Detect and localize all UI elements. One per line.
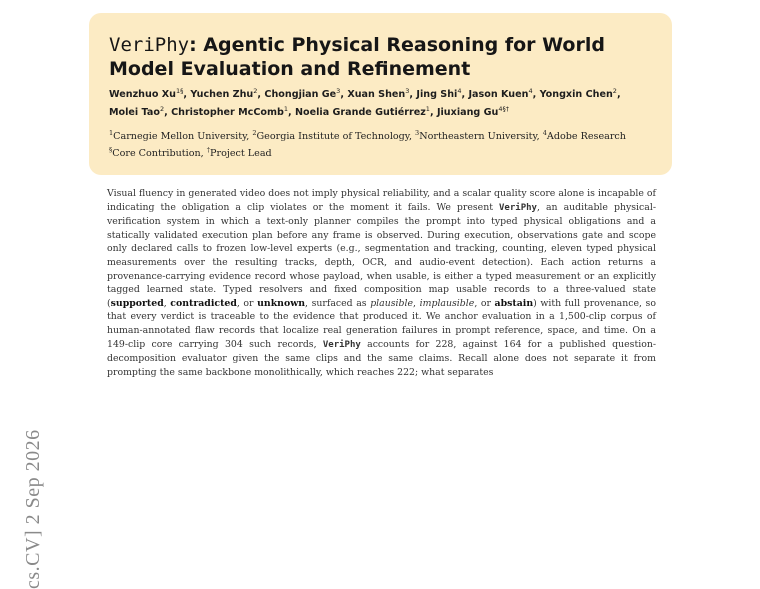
author: Molei Tao$^2$ [109,105,165,119]
system-name: VeriPhy [109,34,190,56]
author: Xuan Shen$^3$ [347,87,410,101]
author: Wenzhuo $Xu^{1\S}$ [109,87,184,101]
author-list: Wenzhuo $Xu^{1\S}$, Yuchen Zhu$^2$, Chongjian Ge$^3$, Xuan Shen$^3$, Jing Shi$^4$, Jason Kuen$^4$, Yongxin Chen$^2$, Molei Tao$^2$, Christopher McComb$^1$, Noelia Grande Gutiérrez$^1$, Jiuxiang $Gu^{4\S\dagger}$ [109,87,621,119]
contribution-notes: §Core Contribution, †Project Lead [109,145,272,159]
title-line2: Model Evaluation and Refinement [109,58,471,80]
system-name-inline: VeriPhy [322,339,361,350]
author: Yuchen Zhu$^2$ [190,87,258,101]
author: Jason Kuen$^4$ [468,87,533,101]
title-line1: : Agentic Physical Reasoning for World [189,34,605,56]
arxiv-side-stamp [22,208,44,589]
author: Jiuxiang $Gu^{4\S\dagger}$ [436,105,509,119]
author: Yongxin Chen$^2$ [539,87,617,101]
arxiv-identifier: cs.CV] 2 Sep 2026 [22,429,44,589]
paper-title [109,33,652,81]
author: Noelia Grande Gutiérrez$^1$ [295,105,430,119]
abstract-body: Visual fluency in generated video does not imply physical reliability, and a scalar quality score alone is incapable of indicating the obligation a clip violates or the moment it fails. We present VeriPhy, an auditable physical-verification system in which a text-only planner compiles the prompt into typed physical obligations and a statically validated execution plan before any frame is observed. During execution, observations gate and scope only declared calls to frozen low-level experts (e.g., segmentation and tracking, counting, eleven typed physical measurements over the resulting tracks, depth, OCR, and audio-event detection). Each action returns a provenance-carrying evidence record whose payload, when usable, is either a typed measurement or an explicitly tagged learned state. Typed resolvers and fixed composition map usable records to a three-valued state (supported, contradicted, or unknown, surfaced as plausible, implausible, or abstain) with full provenance, so that every verdict is traceable to the evidence that produced it. We anchor evaluation in a 1,500-clip corpus of human-annotated flaw records that localize real generation failures in prompt reference, space, and time. On a 149-clip core carrying 304 such records, VeriPhy accounts for 228, against 164 for a published question-decomposition evaluator given the same clips and the same claims. Recall alone does not separate it from prompting the same backbone monolithically, which reaches 222; what separates [107,188,656,378]
system-name-inline: VeriPhy [499,202,537,213]
title-card [89,13,672,175]
author: Chongjian Ge$^3$ [264,87,341,101]
author: Jing Shi$^4$ [416,87,462,101]
author: Christopher McComb$^1$ [171,105,289,119]
affiliations: $^1$Carnegie Mellon University, $^2$Georgia Institute of Technology, $^3$Northeastern University, $^4$Adobe Research §Core Contribution, †Project Lead [109,129,626,159]
